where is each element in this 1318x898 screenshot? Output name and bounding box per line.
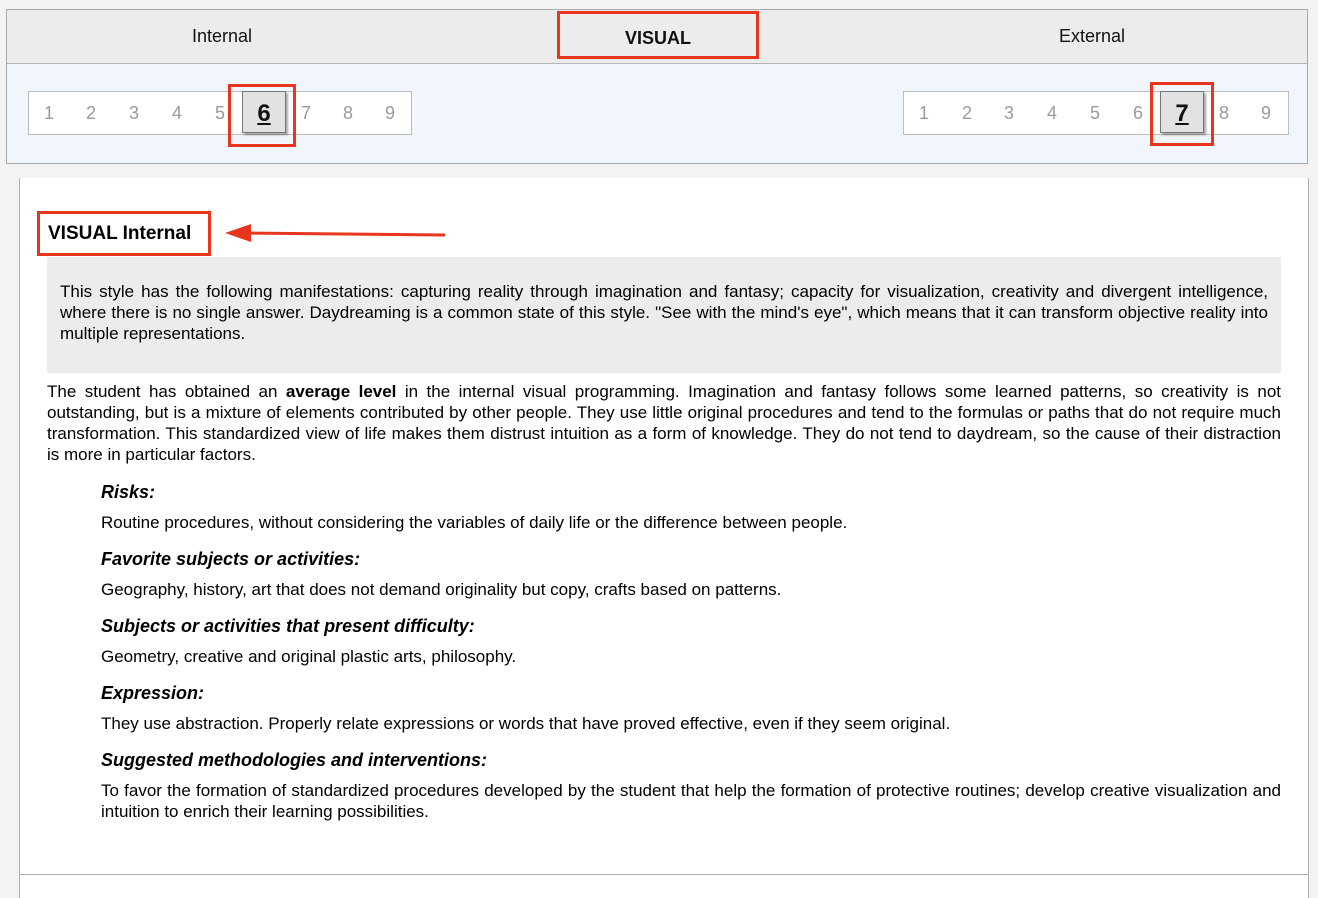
external-scale-item[interactable]: 2	[961, 103, 972, 123]
methodologies-heading: Suggested methodologies and interventions:	[101, 750, 488, 770]
external-scale-item[interactable]: 5	[1089, 103, 1100, 123]
expression-heading: Expression:	[101, 683, 205, 703]
internal-scale-item[interactable]: 4	[171, 103, 182, 123]
tab-internal[interactable]: Internal	[191, 26, 253, 46]
details-list	[101, 481, 1281, 837]
external-scale	[903, 91, 1289, 135]
tab-bar	[7, 10, 1307, 64]
external-scale-item[interactable]: 1	[918, 103, 929, 123]
internal-scale-item[interactable]: 5	[214, 103, 225, 123]
internal-scale-item[interactable]: 1	[43, 103, 54, 123]
result-content	[19, 178, 1309, 898]
internal-scale-item[interactable]: 9	[384, 103, 395, 123]
favorite-subjects-text: Geography, history, art that does not demand originality but copy, crafts based on patterns.	[101, 580, 782, 599]
internal-scale	[28, 91, 412, 135]
favorite-subjects-heading: Favorite subjects or activities:	[101, 549, 361, 569]
result-level: average level	[285, 382, 397, 401]
style-description	[47, 257, 1281, 373]
content-divider	[20, 874, 1308, 875]
methodologies-text: To favor the formation of standardized procedures developed by the student that help the formation of protective routines; develop creative visualization and intuition to enrich their learning possibilities.	[101, 781, 1281, 821]
result-text-start: The student has obtained an	[47, 382, 286, 401]
external-scale-item-selected[interactable]: 7	[1160, 91, 1204, 133]
arrow-left-icon	[225, 221, 449, 245]
tab-visual[interactable]: VISUAL	[557, 11, 759, 59]
internal-scale-item[interactable]: 3	[128, 103, 139, 123]
external-scale-item[interactable]: 8	[1218, 103, 1229, 123]
difficult-subjects-heading: Subjects or activities that present difficulty:	[101, 616, 475, 636]
tab-external[interactable]: External	[1058, 26, 1126, 46]
external-scale-item[interactable]: 4	[1046, 103, 1057, 123]
difficult-subjects-text: Geometry, creative and original plastic arts, philosophy.	[101, 647, 517, 666]
internal-scale-item-selected[interactable]: 6	[242, 91, 286, 133]
external-selection-highlight	[1150, 82, 1214, 146]
external-scale-item[interactable]: 3	[1003, 103, 1014, 123]
internal-scale-item[interactable]: 7	[300, 103, 311, 123]
external-scale-item[interactable]: 6	[1132, 103, 1143, 123]
section-title: VISUAL Internal	[37, 211, 211, 256]
internal-selection-highlight	[228, 84, 296, 147]
risks-heading: Risks:	[101, 482, 156, 502]
risks-text: Routine procedures, without considering the variables of daily life or the difference between people.	[101, 513, 848, 532]
expression-text: They use abstraction. Properly relate expressions or words that have proved effective, even if they seem original.	[101, 714, 951, 733]
external-scale-item[interactable]: 9	[1260, 103, 1271, 123]
result-paragraph	[47, 381, 1281, 465]
scale-panel	[6, 9, 1308, 164]
style-description-text: This style has the following manifestations: capturing reality through imagination and fantasy; capacity for visualization, creativity and divergent intelligence, where there is no single answer. Daydreaming is a common state of this style. "See with the mind's eye", which means that it can transform objective reality into multiple representations.	[60, 282, 1268, 343]
result-text-end: in the internal visual programming. Imagination and fantasy follows some learned patterns, so creativity is not outstanding, but is a mixture of elements contributed by other people. They use little original procedures and tend to the formulas or paths that do not require much transformation. This standardized view of life makes them distrust intuition as a form of knowledge. They do not tend to daydream, so the cause of their distraction is more in particular factors.	[47, 382, 1281, 464]
internal-scale-item[interactable]: 2	[85, 103, 96, 123]
internal-scale-item[interactable]: 8	[342, 103, 353, 123]
